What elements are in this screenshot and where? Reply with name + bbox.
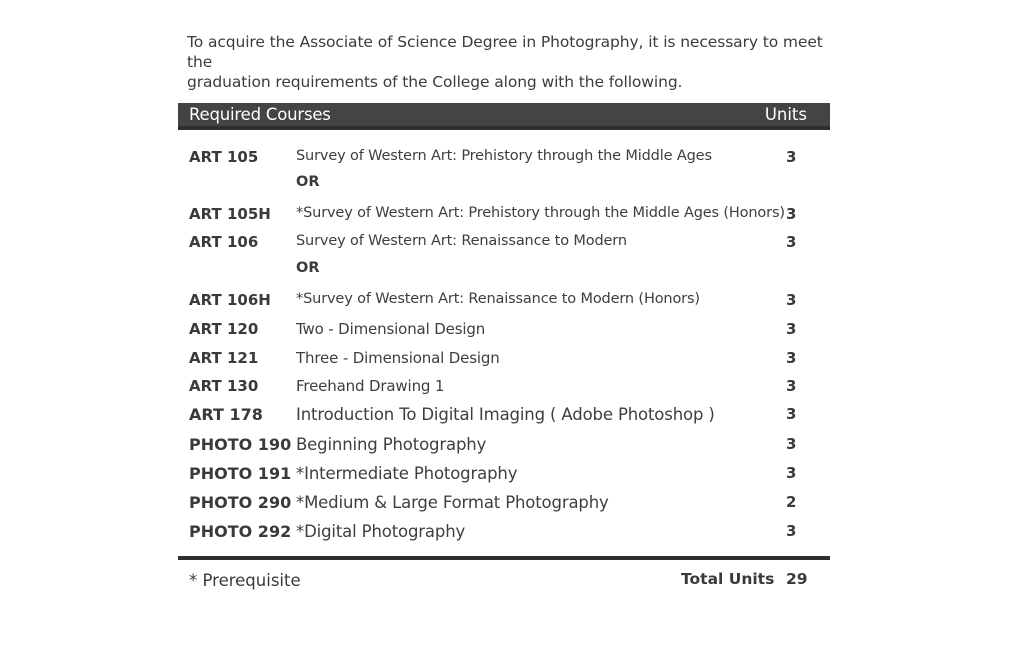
course-code: PHOTO 190 [189,435,292,454]
or-label: OR [296,174,320,190]
table-row [0,233,1024,255]
or-row [0,174,1024,196]
table-row [0,405,1024,427]
course-units: 3 [786,405,797,423]
header-required-courses: Required Courses [189,105,331,124]
course-units: 2 [786,493,797,511]
table-row [0,349,1024,371]
course-title: Survey of Western Art: Renaissance to Modern [296,233,627,249]
course-units: 3 [786,377,797,395]
course-title: Introduction To Digital Imaging ( Adobe Photoshop ) [296,405,715,424]
course-units: 3 [786,435,797,453]
intro-line-2: graduation requirements of the College along with the following. [187,73,683,91]
table-header [178,103,830,130]
intro-line-1: To acquire the Associate of Science Degree in Photography, it is necessary to meet the [187,33,823,71]
course-code: ART 130 [189,377,259,395]
course-code: ART 105 [189,148,259,166]
course-title: *Intermediate Photography [296,464,518,483]
course-title: *Survey of Western Art: Prehistory through the Middle Ages (Honors) [296,205,785,221]
course-code: ART 106H [189,291,271,309]
course-units: 3 [786,291,797,309]
table-row [0,435,1024,457]
table-row [0,148,1024,170]
course-title: Three - Dimensional Design [296,349,500,367]
course-code: ART 178 [189,405,263,424]
course-code: PHOTO 290 [189,493,292,512]
course-title: *Medium & Large Format Photography [296,493,609,512]
table-bottom-rule [178,556,830,560]
total-units-value: 29 [786,570,808,588]
course-code: PHOTO 191 [189,464,292,483]
course-code: ART 120 [189,320,259,338]
table-row [0,320,1024,342]
course-title: Freehand Drawing 1 [296,377,445,395]
intro-paragraph [187,32,837,92]
header-units: Units [764,105,807,124]
course-title: Two - Dimensional Design [296,320,486,338]
table-row [0,522,1024,544]
course-title: Beginning Photography [296,435,487,454]
course-title: *Digital Photography [296,522,466,541]
course-units: 3 [786,464,797,482]
prerequisite-note: * Prerequisite [189,571,301,590]
course-units: 3 [786,320,797,338]
course-units: 3 [786,522,797,540]
course-title: Survey of Western Art: Prehistory through the Middle Ages [296,148,712,164]
table-row [0,464,1024,486]
table-row [0,377,1024,399]
course-title: *Survey of Western Art: Renaissance to Modern (Honors) [296,291,700,307]
total-units-label: Total Units [681,570,775,588]
course-units: 3 [786,233,797,251]
table-row [0,291,1024,313]
course-units: 3 [786,205,797,223]
course-code: ART 121 [189,349,259,367]
course-code: ART 106 [189,233,259,251]
course-code: PHOTO 292 [189,522,292,541]
or-label: OR [296,260,320,276]
course-units: 3 [786,349,797,367]
course-units: 3 [786,148,797,166]
or-row [0,260,1024,282]
course-code: ART 105H [189,205,271,223]
table-row [0,493,1024,515]
table-row [0,205,1024,227]
